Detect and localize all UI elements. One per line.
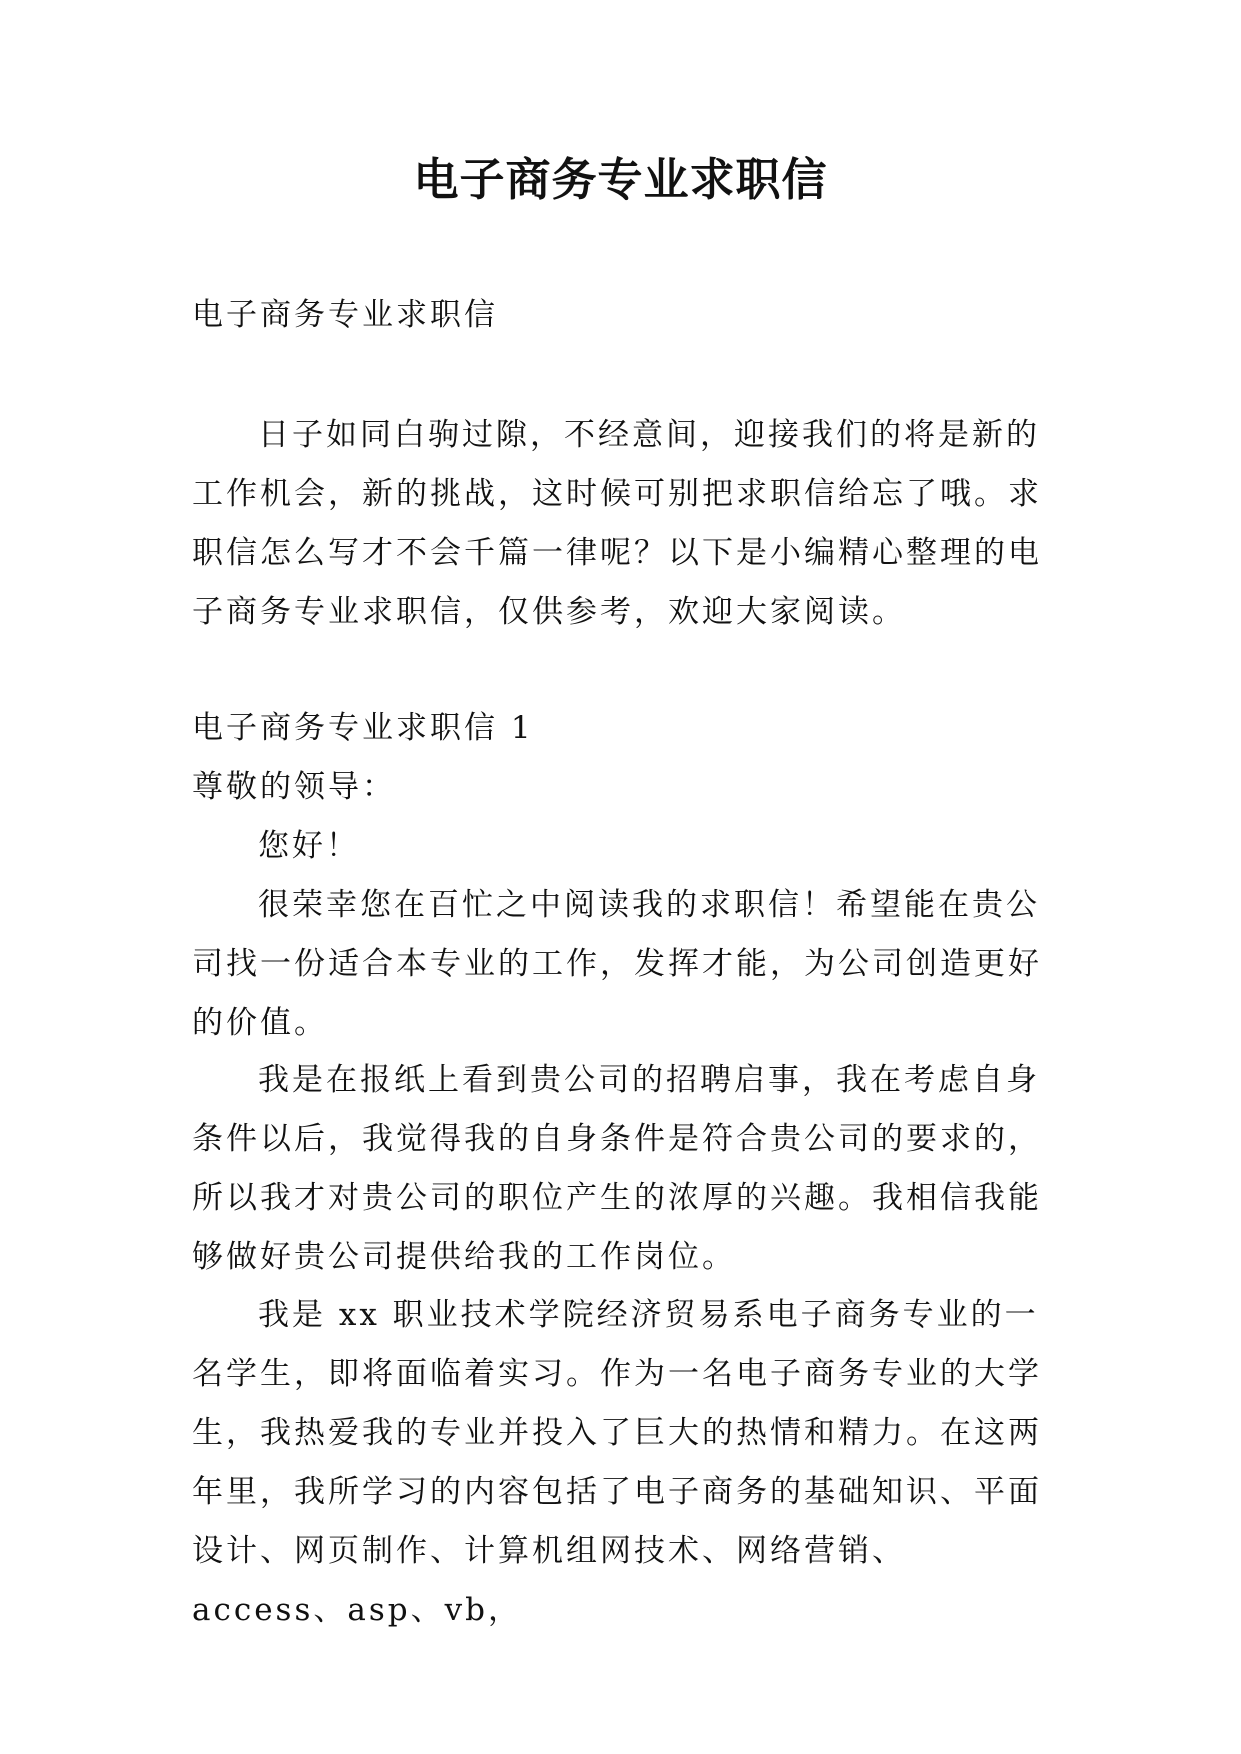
greeting: 您好！ [258,828,360,864]
document-subtitle: 电子商务专业求职信 [192,297,498,333]
document-title: 电子商务专业求职信 [413,153,828,206]
body-paragraph: 很荣幸您在百忙之中阅读我的求职信！希望能在贵公司找一份适合本专业的工作，发挥才能，为公司创造更好的价值。 [192,887,1042,1041]
intro-paragraph: 日子如同白驹过隙，不经意间，迎接我们的将是新的工作机会，新的挑战，这时候可别把求职信给忘了哦。求职信怎么写才不会千篇一律呢？以下是小编精心整理的电子商务专业求职信，仅供参考，欢迎大家阅读。 [192,417,1042,630]
body-paragraph: 我是 xx 职业技术学院经济贸易系电子商务专业的一名学生，即将面临着实习。作为一名电子商务专业的大学生，我热爱我的专业并投入了巨大的热情和精力。在这两年里，我所学习的内容包括了电子商务的基础知识、平面设计、网页制作、计算机组网技术、网络营销、access、asp、vb， [192,1297,1042,1628]
section-heading: 电子商务专业求职信 1 [192,710,534,746]
body-paragraph: 我是在报纸上看到贵公司的招聘启事，我在考虑自身条件以后，我觉得我的自身条件是符合贵公司的要求的，所以我才对贵公司的职位产生的浓厚的兴趣。我相信我能够做好贵公司提供给我的工作岗位。 [192,1062,1042,1275]
salutation: 尊敬的领导： [192,769,396,805]
